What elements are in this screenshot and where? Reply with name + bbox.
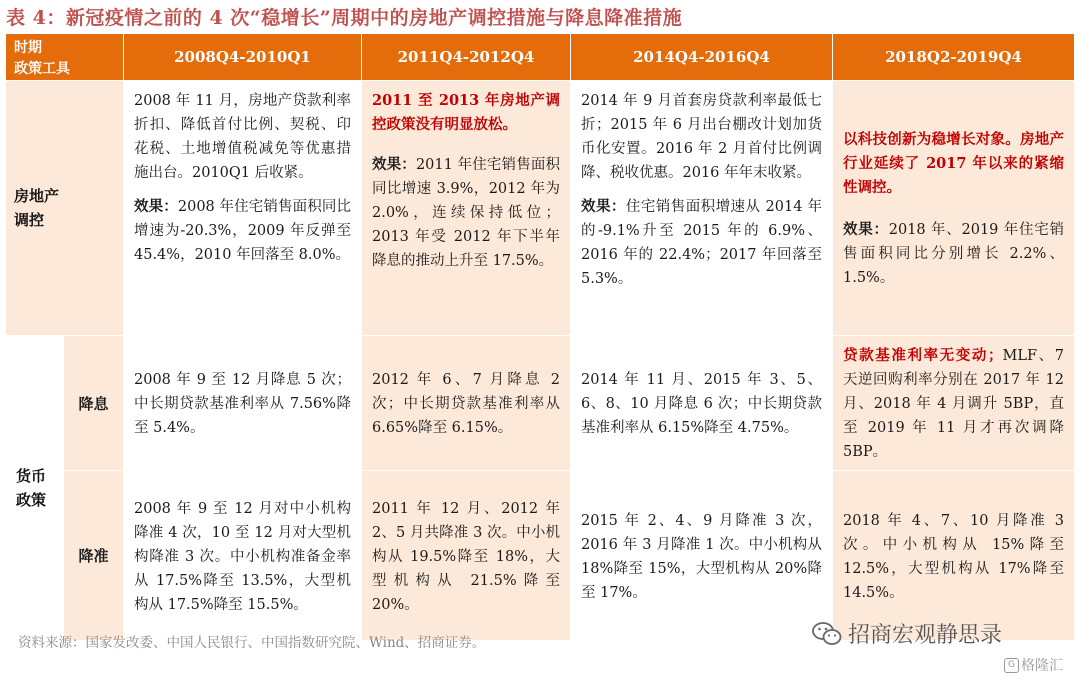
re-c1-effect-text: 2008 年住宅销售面积同比增速为-20.3%，2009 年反弹至 45.4%，2010 年回落至 8.0%。: [134, 199, 351, 263]
rate-cut-cell-2: 2012 年 6、7 月降息 2 次；中长期贷款基准利率从 6.65%降至 6.15%。: [362, 336, 571, 471]
re-c3-effect: [581, 195, 822, 291]
real-estate-row: [6, 81, 1075, 336]
re-c2-effect: [372, 153, 560, 273]
policy-table: [5, 33, 1075, 641]
table-title: 表 4：新冠疫情之前的 4 次“稳增长”周期中的房地产调控措施与降息降准措施: [6, 7, 683, 29]
re-c3-text: 2014 年 9 月首套房贷款利率最低七折；2015 年 6 月出台棚改计划加货币化安置。2016 年 2 月首付比例调降、税收优惠。2016 年年末收紧。: [581, 93, 822, 181]
re-c3-effect-text: 住宅销售面积增速从 2014 年的-9.1%升至 2015 年的 6.9%、2016 年的 22.4%；2017 年回落至 5.3%。: [581, 199, 823, 287]
header-row: [6, 34, 1075, 81]
watermark: [1004, 655, 1063, 675]
corner-tool-label: 政策工具: [14, 61, 70, 77]
rate-cut-cell-3: 2014 年 11 月、2015 年 3、5、6、8、10 月降息 6 次；中长期贷款基准利率从 6.15%降至 4.75%。: [571, 336, 833, 471]
re-c2-red-text: 2011 至 2013 年房地产调控政策没有明显放松。: [372, 92, 560, 133]
rrr-cut-cell-1: 2008 年 9 至 12 月对中小机构降准 4 次，10 至 12 月对大型机构降准 3 次。中小机构准备金率从 17.5%降至 13.5%，大型机构从 17.5%降至 15.5%。: [124, 471, 362, 641]
rrr-cut-cell-4: 2018 年 4、7、10 月降准 3 次。中小机构从 15%降至 12.5%，大型机构从 17%降至 14.5%。: [833, 471, 1075, 641]
real-estate-label-text: 房地产调控: [14, 187, 60, 229]
period-header-2: 2011Q4-2012Q4: [362, 34, 571, 81]
rrr-cut-cell-3: 2015 年 2、4、9 月降准 3 次，2016 年 3 月降准 1 次。中小机构从 18%降至 15%，大型机构从 20%降至 17%。: [571, 471, 833, 641]
rrr-cut-label: 降准: [64, 471, 124, 641]
re-c1-effect: [134, 195, 351, 267]
corner-period-label: 时期: [14, 40, 42, 56]
re-c4-red-text: 以科技创新为稳增长对象。房地产行业延续了 2017 年以来的紧缩性调控。: [843, 131, 1064, 196]
real-estate-cell-3: [571, 81, 833, 336]
re-c2-effect-text: 2011 年住宅销售面积同比增速 3.9%，2012 年为 2.0%，连续保持低位；2013 年受 2012 年下半年降息的推动上升至 17.5%。: [372, 157, 561, 269]
period-header-4: 2018Q2-2019Q4: [833, 34, 1075, 81]
effect-label: 效果：: [843, 221, 889, 238]
effect-label: 效果：: [134, 198, 178, 215]
effect-label: 效果：: [372, 156, 416, 173]
rate-cut-cell-4: [833, 336, 1075, 471]
rate-cut-c4-text: MLF、7 天逆回购利率分别在 2017 年 12 月、2018 年 4 月调升 5BP，直至 2019 年 11 月才再次调降 5BP。: [843, 348, 1065, 460]
effect-label: 效果：: [581, 198, 626, 215]
re-c4-effect: [843, 218, 1064, 290]
watermark-text: 格隆汇: [1021, 658, 1063, 674]
rate-cut-row: [6, 336, 1075, 471]
source-note: 资料来源：国家发改委、中国人民银行、中国指数研究院、Wind、招商证券。: [18, 635, 486, 651]
monetary-policy-label: [6, 336, 64, 641]
rate-cut-cell-1: 2008 年 9 至 12 月降息 5 次；中长期贷款基准利率从 7.56%降至 5.4%。: [124, 336, 362, 471]
real-estate-cell-4: [833, 81, 1075, 336]
re-c1-text: 2008 年 11 月，房地产贷款利率折扣、降低首付比例、契税、印花税、土地增值税减免等优惠措施出台。2010Q1 后收紧。: [134, 93, 351, 181]
period-header-3: 2014Q4-2016Q4: [571, 34, 833, 81]
publisher-logo: [812, 618, 1002, 649]
watermark-icon: G: [1004, 658, 1019, 673]
rrr-cut-cell-2: 2011 年 12 月、2012 年 2、5 月共降准 3 次。中小机构从 19.5%降至 18%，大型机构从 21.5%降至 20%。: [362, 471, 571, 641]
monetary-policy-label-text: 货币政策: [16, 467, 47, 509]
rate-cut-c4-red: 贷款基准利率无变动；: [843, 347, 1003, 364]
period-header-1: 2008Q4-2010Q1: [124, 34, 362, 81]
rrr-cut-row: [6, 471, 1075, 641]
re-c4-effect-text: 2018 年、2019 年住宅销售面积同比分别增长 2.2%、1.5%。: [843, 222, 1064, 286]
publisher-name: 招商宏观静思录: [848, 623, 1003, 648]
real-estate-label: [6, 81, 124, 336]
header-corner: [6, 34, 124, 81]
rate-cut-label: 降息: [64, 336, 124, 471]
wechat-icon: [812, 621, 842, 647]
real-estate-cell-2: [362, 81, 571, 336]
real-estate-cell-1: [124, 81, 362, 336]
